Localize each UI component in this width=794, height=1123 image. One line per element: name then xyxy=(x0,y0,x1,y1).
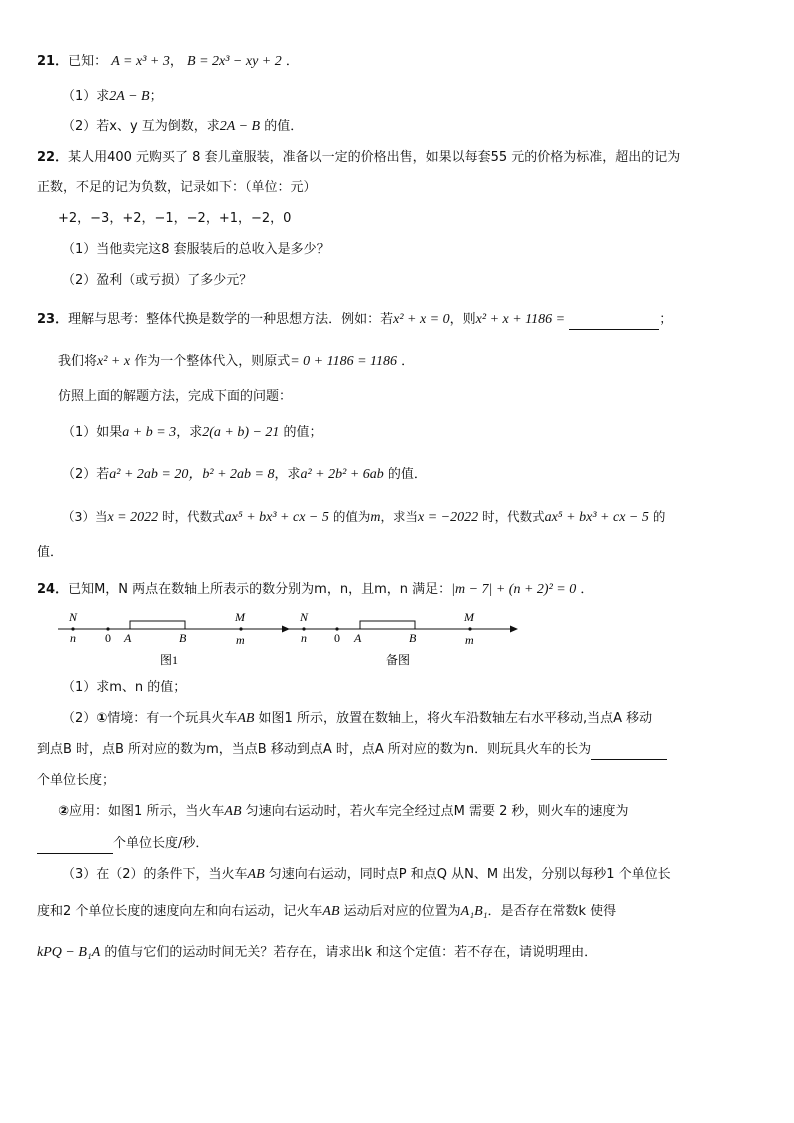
q23-stem-expression2: x² + x + 1186 = xyxy=(475,312,566,327)
backup-train xyxy=(360,621,415,629)
q23-part1-text-a: （1）如果 xyxy=(62,425,123,440)
q24-part2 xyxy=(62,709,652,729)
q23-part3-line2: 值． xyxy=(37,545,64,560)
figure1-label-M: M xyxy=(235,610,245,624)
q21-part1-end: ； xyxy=(149,89,163,104)
q22-line2: 正数，不足的记为负数，记录如下：（单位：元） xyxy=(37,180,317,195)
q24-part3-ab: AB xyxy=(247,867,265,882)
q24-part2-label: （2） xyxy=(62,711,97,726)
q21-part1-label: （1）求 xyxy=(62,89,110,104)
q24-part3-line3-text: 的值与它们的运动时间无关？若存在，请求出k 和这个定值：若不存在，请说明理由． xyxy=(100,945,598,960)
q21-part2-text: （2）若x、y 互为倒数，求 xyxy=(62,119,220,134)
q23-stem xyxy=(37,310,672,330)
q21-a-expression: A = x³ + 3 xyxy=(111,54,170,69)
figure1-train xyxy=(130,621,185,629)
backup-label-B: B xyxy=(409,631,417,645)
q22-part2: （2）盈利（或亏损）了多少元？ xyxy=(62,273,253,288)
q24-part3-line2-ab: AB xyxy=(322,904,340,919)
backup-caption: 备图 xyxy=(386,653,411,667)
q24-part2-text-a: 情境：有一个玩具火车 xyxy=(107,711,238,726)
q23-line2-text-a: 我们将 xyxy=(58,354,98,369)
backup-label-A: A xyxy=(354,631,362,645)
q24-application-line2-text: 个单位长度/秒． xyxy=(113,836,209,851)
q23-part1 xyxy=(62,423,323,443)
q23-part1-expression1: a + b = 3 xyxy=(122,425,177,440)
q24-stem-end: ． xyxy=(580,582,594,597)
q23-part2-text-a: （2）若 xyxy=(62,467,110,482)
backup-arrow-icon xyxy=(510,626,518,633)
q23-part3-expression2: ax⁵ + bx³ + cx − 5 xyxy=(224,510,329,525)
backup-number-line xyxy=(288,610,518,667)
q24-part2-text-b: 如图1 所示，放置在数轴上，将火车沿数轴左右水平移动,当点A 移动 xyxy=(254,711,653,726)
q23-part3-expression1: x = 2022 xyxy=(107,510,159,525)
figure1-label-0: 0 xyxy=(105,631,111,645)
q24-stem xyxy=(37,580,593,600)
backup-label-M: M xyxy=(464,610,474,624)
q23-part3-text-e: 时，代数式 xyxy=(478,509,545,524)
q24-application-text-b: 匀速向右运动时，若火车完全经过点M 需要 2 秒，则火车的速度为 xyxy=(241,804,629,819)
figure1-label-m: m xyxy=(236,633,245,647)
q21-stem-text: 已知： xyxy=(68,54,108,69)
q23-stem-text: 理解与思考：整体代换是数学的一种思想方法．例如：若 xyxy=(68,312,394,327)
q21-separator: ， xyxy=(169,54,183,69)
q23-part3-expression4: ax⁵ + bx³ + cx − 5 xyxy=(544,510,649,525)
backup-label-m: m xyxy=(465,633,474,647)
q23-line2-expression1: x² + x xyxy=(97,354,131,369)
q23-part3-text-f: 的 xyxy=(648,509,666,524)
figure1-caption: 图1 xyxy=(160,653,179,667)
q24-part2-line3: 个单位长度； xyxy=(37,773,116,788)
q24-part2-line2-text: 到点B 时，点B 所对应的数为m，当点B 移动到点A 时，点A 所对应的数为n．则玩具火车的长为 xyxy=(37,742,592,757)
figure1-label-B: B xyxy=(179,631,187,645)
q24-number: 24． xyxy=(37,582,69,597)
q24-part3-line2-text-b: 运动后对应的位置为 xyxy=(339,904,461,919)
q24-train-length-blank[interactable] xyxy=(591,745,667,760)
q21-number: 21． xyxy=(37,54,69,69)
q23-part1-text-b: ，求 xyxy=(176,425,203,440)
figure1-label-N: N xyxy=(69,610,78,624)
q23-stem-end: ； xyxy=(659,312,673,327)
q22-stem xyxy=(37,148,680,168)
q23-line2 xyxy=(58,352,414,372)
q24-circled-two: ② xyxy=(58,804,70,819)
q24-speed-blank[interactable] xyxy=(37,839,113,854)
backup-label-N: N xyxy=(300,610,309,624)
q24-stem-text: 已知M，N 两点在数轴上所表示的数分别为m，n，且m，n 满足： xyxy=(68,582,452,597)
q23-answer-blank[interactable] xyxy=(569,315,659,330)
q24-part2-ab: AB xyxy=(237,711,255,726)
q23-line2-end: ． xyxy=(401,354,415,369)
q21-stem xyxy=(37,52,299,72)
q24-part3-line2-a1b1: A₁B₁ xyxy=(460,904,488,919)
q24-part3-line3-expression: kPQ − B₁A xyxy=(37,945,101,960)
q23-part3-m: m xyxy=(370,510,381,525)
q23-part2 xyxy=(62,465,427,485)
q24-part3-text-a: （3）在（2）的条件下，当火车 xyxy=(62,867,248,882)
q23-part1-expression2: 2(a + b) − 21 xyxy=(202,425,280,440)
q24-part3-line2-text-c: ．是否存在常数k 使得 xyxy=(487,904,617,919)
q24-figures xyxy=(50,608,530,670)
q23-part3-text-d: ，求当 xyxy=(380,509,418,524)
q23-line2-text-b: 作为一个整体代入，则原式 xyxy=(130,354,291,369)
figure1-number-line xyxy=(58,610,290,667)
q23-stem-then: ，则 xyxy=(449,312,476,327)
q23-part3-expression3: x = −2022 xyxy=(418,510,479,525)
backup-label-n: n xyxy=(301,631,307,645)
q21-end: ． xyxy=(285,54,299,69)
q24-part3-text-b: 匀速向右运动，同时点P 和点Q 从N、M 出发，分别以每秒1 个单位长 xyxy=(264,867,671,882)
q22-line1: 某人用400 元购买了 8 套儿童服装，准备以一定的价格出售，如果以每套55 元的价格为标准，超出的记为 xyxy=(68,150,681,165)
q24-circled-one: ① xyxy=(96,711,108,726)
q23-part2-end: 的值． xyxy=(383,467,427,482)
figure1-point-m xyxy=(239,627,242,630)
q24-part3-line2 xyxy=(37,902,616,922)
q23-line3: 仿照上面的解题方法，完成下面的问题： xyxy=(58,389,293,404)
q24-part3-line3 xyxy=(37,943,597,963)
q21-part1-expression: 2A − B xyxy=(109,89,150,104)
q23-part3 xyxy=(62,507,665,528)
q22-number: 22． xyxy=(37,150,69,165)
backup-point-m xyxy=(468,627,471,630)
q23-number: 23． xyxy=(37,312,69,327)
q23-part2-text-b: ，求 xyxy=(274,467,301,482)
q24-part3 xyxy=(62,865,671,885)
q21-part1 xyxy=(62,87,163,107)
backup-label-0: 0 xyxy=(334,631,340,645)
q21-part2-expression: 2A − B xyxy=(219,119,261,134)
q24-application-line2 xyxy=(37,834,208,854)
figure1-label-n: n xyxy=(70,631,76,645)
q23-part3-text-b: 时，代数式 xyxy=(158,509,225,524)
q21-part2 xyxy=(62,117,303,137)
q21-part2-end: 的值． xyxy=(260,119,304,134)
q23-part2-expression2: a² + 2b² + 6ab xyxy=(300,467,384,482)
q22-part1: （1）当他卖完这8 套服装后的总收入是多少？ xyxy=(62,242,330,257)
q22-records: +2，−3，+2，−1，−2，+1，−2，0 xyxy=(58,211,292,226)
q23-part3-text-a: （3）当 xyxy=(62,509,108,524)
q24-part1: （1）求m、n 的值； xyxy=(62,680,187,695)
q21-b-expression: B = 2x³ − xy + 2 xyxy=(187,54,282,69)
q24-application xyxy=(58,802,629,822)
q23-stem-expression1: x² + x = 0 xyxy=(393,312,450,327)
q24-stem-expression: |m − 7| + (n + 2)² = 0 xyxy=(451,582,577,597)
q23-part2-expression1: a² + 2ab = 20，b² + 2ab = 8 xyxy=(109,467,275,482)
q24-part3-line2-text-a: 度和2 个单位长度的速度向左和向右运动，记火车 xyxy=(37,904,323,919)
q24-application-text-a: 应用：如图1 所示，当火车 xyxy=(69,804,225,819)
q24-application-ab: AB xyxy=(224,804,242,819)
q23-part3-text-c: 的值为 xyxy=(328,509,371,524)
q24-part2-line2 xyxy=(37,740,667,760)
q23-part1-end: 的值； xyxy=(279,425,323,440)
q23-line2-expression2: = 0 + 1186 = 1186 xyxy=(290,354,397,369)
figure1-label-A: A xyxy=(124,631,132,645)
